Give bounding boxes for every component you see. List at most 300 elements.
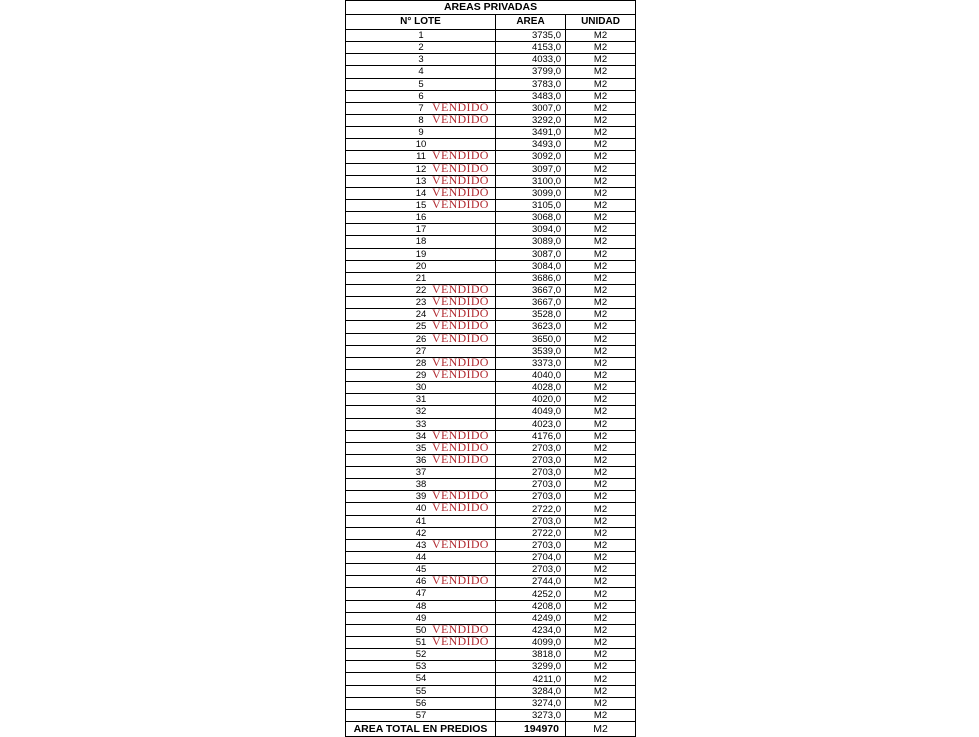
unit-cell: M2 <box>566 345 636 357</box>
lote-number: 27 <box>415 345 427 357</box>
table-row <box>346 600 636 612</box>
table-row <box>346 187 636 199</box>
lote-cell <box>346 552 496 564</box>
vendido-label: VENDIDO <box>432 636 489 649</box>
table-row <box>346 139 636 151</box>
table-row <box>346 576 636 588</box>
lote-cell <box>346 430 496 442</box>
lote-number: 36 <box>415 454 427 466</box>
unit-cell: M2 <box>566 260 636 272</box>
header-lote: N° LOTE <box>346 15 496 30</box>
table-row <box>346 357 636 369</box>
lote-number: 25 <box>415 321 427 333</box>
vendido-label: VENDIDO <box>432 575 489 588</box>
table-row <box>346 260 636 272</box>
area-cell: 2704,0 <box>496 552 566 564</box>
table-row <box>346 78 636 90</box>
area-cell: 2703,0 <box>496 467 566 479</box>
lote-number: 8 <box>418 114 424 126</box>
unit-cell: M2 <box>566 685 636 697</box>
area-cell: 3493,0 <box>496 139 566 151</box>
unit-cell: M2 <box>566 212 636 224</box>
unit-cell: M2 <box>566 552 636 564</box>
lote-cell <box>346 175 496 187</box>
lote-cell <box>346 454 496 466</box>
lote-cell <box>346 697 496 709</box>
lote-number: 53 <box>415 661 427 673</box>
lote-cell <box>346 564 496 576</box>
unit-cell: M2 <box>566 90 636 102</box>
vendido-label: VENDIDO <box>432 175 489 187</box>
lote-cell <box>346 309 496 321</box>
area-cell: 4028,0 <box>496 382 566 394</box>
vendido-label: VENDIDO <box>432 539 489 551</box>
lote-cell <box>346 199 496 211</box>
area-cell: 3623,0 <box>496 321 566 333</box>
area-cell: 3274,0 <box>496 697 566 709</box>
area-cell: 3105,0 <box>496 199 566 211</box>
lote-number: 13 <box>415 175 427 187</box>
lote-number: 30 <box>415 382 427 394</box>
lote-number: 56 <box>415 697 427 709</box>
unit-cell: M2 <box>566 588 636 600</box>
area-cell: 2722,0 <box>496 503 566 515</box>
lote-cell <box>346 673 496 685</box>
unit-cell: M2 <box>566 54 636 66</box>
header-area: AREA <box>496 15 566 30</box>
table-row <box>346 515 636 527</box>
table-row <box>346 697 636 709</box>
unit-cell: M2 <box>566 66 636 78</box>
unit-cell: M2 <box>566 139 636 151</box>
area-cell: 4023,0 <box>496 418 566 430</box>
area-cell: 4153,0 <box>496 42 566 54</box>
table-row <box>346 90 636 102</box>
lote-cell <box>346 612 496 624</box>
lote-cell <box>346 479 496 491</box>
lote-cell <box>346 467 496 479</box>
lote-number: 37 <box>415 467 427 479</box>
area-cell: 2703,0 <box>496 564 566 576</box>
lote-cell <box>346 333 496 345</box>
lote-number: 42 <box>415 527 427 539</box>
vendido-label: VENDIDO <box>432 150 489 163</box>
vendido-label: VENDIDO <box>432 308 489 321</box>
lote-number: 38 <box>415 479 427 491</box>
area-cell: 2703,0 <box>496 491 566 503</box>
area-cell: 3735,0 <box>496 30 566 42</box>
lote-number: 41 <box>415 515 427 527</box>
unit-cell: M2 <box>566 297 636 309</box>
table-row <box>346 503 636 515</box>
table-row <box>346 321 636 333</box>
lote-number: 52 <box>415 649 427 661</box>
lote-cell <box>346 357 496 369</box>
lote-number: 11 <box>416 151 426 163</box>
unit-cell: M2 <box>566 515 636 527</box>
unit-cell: M2 <box>566 78 636 90</box>
unit-cell: M2 <box>566 199 636 211</box>
unit-cell: M2 <box>566 127 636 139</box>
table-row <box>346 406 636 418</box>
table-row <box>346 624 636 636</box>
lote-number: 1 <box>418 30 424 41</box>
area-cell: 3007,0 <box>496 102 566 114</box>
unit-cell: M2 <box>566 576 636 588</box>
table-row <box>346 564 636 576</box>
lote-cell <box>346 345 496 357</box>
area-cell: 3100,0 <box>496 175 566 187</box>
unit-cell: M2 <box>566 697 636 709</box>
lote-number: 32 <box>415 406 427 418</box>
vendido-label: VENDIDO <box>432 296 489 309</box>
vendido-label: VENDIDO <box>432 454 489 466</box>
unit-cell: M2 <box>566 309 636 321</box>
lote-cell <box>346 661 496 673</box>
header-unidad: UNIDAD <box>566 15 636 30</box>
lote-number: 17 <box>415 224 427 236</box>
unit-cell: M2 <box>566 527 636 539</box>
unit-cell: M2 <box>566 187 636 199</box>
table-row <box>346 661 636 673</box>
unit-cell: M2 <box>566 369 636 381</box>
total-unit: M2 <box>566 722 636 737</box>
table-row <box>346 709 636 721</box>
lote-number: 51 <box>415 637 427 649</box>
area-cell: 2744,0 <box>496 576 566 588</box>
area-cell: 3068,0 <box>496 212 566 224</box>
table-row <box>346 685 636 697</box>
lote-number: 15 <box>415 199 427 211</box>
area-cell: 3373,0 <box>496 357 566 369</box>
unit-cell: M2 <box>566 418 636 430</box>
lote-number: 20 <box>415 260 427 272</box>
lote-cell <box>346 78 496 90</box>
lote-number: 7 <box>418 102 424 114</box>
lote-number: 3 <box>418 54 424 66</box>
lote-number: 39 <box>415 491 427 503</box>
table-row <box>346 102 636 114</box>
vendido-label: VENDIDO <box>432 369 489 381</box>
table-row <box>346 418 636 430</box>
unit-cell: M2 <box>566 467 636 479</box>
lote-cell <box>346 90 496 102</box>
lote-number: 23 <box>415 297 427 309</box>
unit-cell: M2 <box>566 272 636 284</box>
lote-number: 2 <box>418 42 424 54</box>
unit-cell: M2 <box>566 236 636 248</box>
area-cell: 3686,0 <box>496 272 566 284</box>
table-row <box>346 369 636 381</box>
area-cell: 2703,0 <box>496 479 566 491</box>
area-cell: 4249,0 <box>496 612 566 624</box>
area-cell: 4099,0 <box>496 637 566 649</box>
lote-number: 19 <box>415 248 427 260</box>
area-cell: 2703,0 <box>496 454 566 466</box>
table-row <box>346 163 636 175</box>
total-label: AREA TOTAL EN PREDIOS <box>346 722 496 737</box>
lote-number: 45 <box>415 564 427 576</box>
lote-number: 55 <box>415 685 427 697</box>
vendido-label: VENDIDO <box>432 502 489 515</box>
vendido-label: VENDIDO <box>432 357 489 369</box>
lote-cell <box>346 212 496 224</box>
lote-number: 40 <box>415 503 427 515</box>
table-title: AREAS PRIVADAS <box>346 1 636 15</box>
table-row <box>346 673 636 685</box>
area-cell: 3818,0 <box>496 649 566 661</box>
area-cell: 4208,0 <box>496 600 566 612</box>
vendido-label: VENDIDO <box>432 284 489 296</box>
lote-number: 46 <box>415 576 427 588</box>
lote-number: 54 <box>415 673 427 685</box>
area-cell: 4211,0 <box>496 673 566 685</box>
area-cell: 3650,0 <box>496 333 566 345</box>
table-row <box>346 66 636 78</box>
lote-number: 16 <box>415 212 427 224</box>
lote-cell <box>346 42 496 54</box>
table-row <box>346 552 636 564</box>
unit-cell: M2 <box>566 406 636 418</box>
lote-number: 18 <box>415 236 427 248</box>
total-row <box>346 722 636 737</box>
lote-number: 5 <box>418 78 424 90</box>
lote-cell <box>346 151 496 163</box>
lote-number: 9 <box>418 127 424 139</box>
unit-cell: M2 <box>566 624 636 636</box>
lote-cell <box>346 66 496 78</box>
lote-number: 29 <box>415 369 427 381</box>
unit-cell: M2 <box>566 102 636 114</box>
lote-cell <box>346 515 496 527</box>
lote-number: 14 <box>415 187 427 199</box>
lote-cell <box>346 236 496 248</box>
table-row <box>346 345 636 357</box>
area-cell: 4033,0 <box>496 54 566 66</box>
area-cell: 2703,0 <box>496 442 566 454</box>
area-cell: 3084,0 <box>496 260 566 272</box>
areas-table <box>345 0 636 737</box>
table-row <box>346 442 636 454</box>
table-row <box>346 394 636 406</box>
lote-number: 24 <box>415 309 427 321</box>
vendido-label: VENDIDO <box>432 490 489 503</box>
table-row <box>346 382 636 394</box>
vendido-label: VENDIDO <box>432 163 489 175</box>
area-cell: 3292,0 <box>496 114 566 126</box>
unit-cell: M2 <box>566 151 636 163</box>
table-row <box>346 114 636 126</box>
lote-cell <box>346 30 496 42</box>
area-cell: 4020,0 <box>496 394 566 406</box>
table-row <box>346 297 636 309</box>
lote-number: 49 <box>415 612 427 624</box>
area-cell: 4252,0 <box>496 588 566 600</box>
table-row <box>346 637 636 649</box>
lote-cell <box>346 637 496 649</box>
lote-number: 33 <box>415 418 427 430</box>
vendido-label: VENDIDO <box>432 114 489 126</box>
lote-cell <box>346 503 496 515</box>
lote-cell <box>346 260 496 272</box>
area-cell: 3799,0 <box>496 66 566 78</box>
lote-cell <box>346 649 496 661</box>
unit-cell: M2 <box>566 114 636 126</box>
unit-cell: M2 <box>566 224 636 236</box>
area-cell: 3667,0 <box>496 297 566 309</box>
area-cell: 3667,0 <box>496 284 566 296</box>
table-row <box>346 612 636 624</box>
unit-cell: M2 <box>566 600 636 612</box>
lote-cell <box>346 187 496 199</box>
unit-cell: M2 <box>566 673 636 685</box>
lote-cell <box>346 394 496 406</box>
lote-number: 26 <box>415 333 427 345</box>
unit-cell: M2 <box>566 321 636 333</box>
area-cell: 3539,0 <box>496 345 566 357</box>
lote-cell <box>346 576 496 588</box>
table-row <box>346 333 636 345</box>
table-row <box>346 649 636 661</box>
vendido-label: VENDIDO <box>432 102 489 114</box>
table-row <box>346 491 636 503</box>
unit-cell: M2 <box>566 649 636 661</box>
table-row <box>346 54 636 66</box>
unit-cell: M2 <box>566 637 636 649</box>
area-cell: 3284,0 <box>496 685 566 697</box>
table-row <box>346 151 636 163</box>
area-cell: 4234,0 <box>496 624 566 636</box>
lote-number: 6 <box>418 90 424 102</box>
table-row <box>346 309 636 321</box>
area-cell: 3528,0 <box>496 309 566 321</box>
lote-cell <box>346 224 496 236</box>
lote-cell <box>346 624 496 636</box>
table-row <box>346 175 636 187</box>
table-row <box>346 467 636 479</box>
lote-cell <box>346 248 496 260</box>
vendido-label: VENDIDO <box>432 199 489 211</box>
unit-cell: M2 <box>566 394 636 406</box>
table-row <box>346 127 636 139</box>
area-cell: 4049,0 <box>496 406 566 418</box>
lote-number: 44 <box>415 552 427 564</box>
table-body <box>346 30 636 722</box>
lote-cell <box>346 321 496 333</box>
table-row <box>346 430 636 442</box>
unit-cell: M2 <box>566 479 636 491</box>
unit-cell: M2 <box>566 539 636 551</box>
area-cell: 3092,0 <box>496 151 566 163</box>
table-row <box>346 212 636 224</box>
table-row <box>346 199 636 211</box>
area-cell: 3094,0 <box>496 224 566 236</box>
lote-cell <box>346 382 496 394</box>
table-row <box>346 539 636 551</box>
total-area: 194970 <box>496 722 566 737</box>
lote-cell <box>346 600 496 612</box>
unit-cell: M2 <box>566 30 636 42</box>
area-cell: 2703,0 <box>496 515 566 527</box>
unit-cell: M2 <box>566 42 636 54</box>
lote-cell <box>346 539 496 551</box>
lote-cell <box>346 369 496 381</box>
vendido-label: VENDIDO <box>432 442 489 454</box>
area-cell: 3299,0 <box>496 661 566 673</box>
lote-number: 48 <box>415 600 427 612</box>
lote-number: 10 <box>415 139 427 151</box>
unit-cell: M2 <box>566 333 636 345</box>
vendido-label: VENDIDO <box>432 430 489 442</box>
lote-cell <box>346 297 496 309</box>
lote-cell <box>346 54 496 66</box>
table-row <box>346 248 636 260</box>
area-cell: 4040,0 <box>496 369 566 381</box>
lote-cell <box>346 127 496 139</box>
lote-cell <box>346 163 496 175</box>
lote-number: 43 <box>415 539 427 551</box>
lote-cell <box>346 588 496 600</box>
table-row <box>346 284 636 296</box>
table-row <box>346 236 636 248</box>
unit-cell: M2 <box>566 454 636 466</box>
unit-cell: M2 <box>566 382 636 394</box>
unit-cell: M2 <box>566 709 636 721</box>
unit-cell: M2 <box>566 564 636 576</box>
lote-cell <box>346 272 496 284</box>
vendido-label: VENDIDO <box>432 624 489 636</box>
lote-number: 12 <box>415 163 427 175</box>
lote-number: 4 <box>418 66 424 78</box>
lote-number: 34 <box>415 430 427 442</box>
table-row <box>346 527 636 539</box>
unit-cell: M2 <box>566 612 636 624</box>
area-cell: 3491,0 <box>496 127 566 139</box>
table-row <box>346 454 636 466</box>
lote-cell <box>346 418 496 430</box>
lote-number: 31 <box>415 394 427 406</box>
lote-number: 50 <box>415 624 427 636</box>
lote-number: 22 <box>415 284 427 296</box>
lote-number: 57 <box>415 709 427 721</box>
unit-cell: M2 <box>566 175 636 187</box>
table-row <box>346 479 636 491</box>
table-row <box>346 588 636 600</box>
lote-number: 21 <box>415 272 427 284</box>
unit-cell: M2 <box>566 430 636 442</box>
area-cell: 3097,0 <box>496 163 566 175</box>
area-cell: 3087,0 <box>496 248 566 260</box>
unit-cell: M2 <box>566 442 636 454</box>
area-cell: 2722,0 <box>496 527 566 539</box>
area-cell: 3783,0 <box>496 78 566 90</box>
area-cell: 3273,0 <box>496 709 566 721</box>
lote-number: 47 <box>415 588 427 600</box>
unit-cell: M2 <box>566 284 636 296</box>
table-row <box>346 30 636 42</box>
unit-cell: M2 <box>566 491 636 503</box>
areas-privadas-sheet <box>345 0 635 737</box>
lote-number: 35 <box>415 442 427 454</box>
table-row <box>346 42 636 54</box>
unit-cell: M2 <box>566 163 636 175</box>
lote-cell <box>346 284 496 296</box>
lote-cell <box>346 102 496 114</box>
table-row <box>346 224 636 236</box>
lote-cell <box>346 491 496 503</box>
lote-cell <box>346 527 496 539</box>
area-cell: 3483,0 <box>496 90 566 102</box>
